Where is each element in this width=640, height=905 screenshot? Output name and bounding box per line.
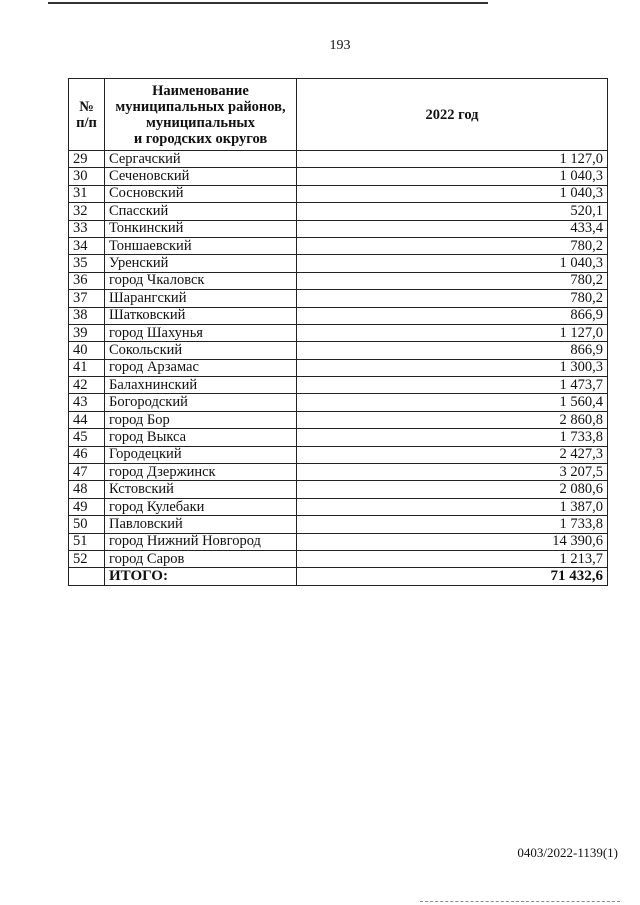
- table-row: [69, 481, 608, 498]
- row-municipality-name: Тонкинский: [105, 220, 297, 237]
- row-value-2022: 2 080,6: [297, 481, 608, 498]
- table-row: [69, 516, 608, 533]
- row-value-2022: 520,1: [297, 203, 608, 220]
- table-row: [69, 464, 608, 481]
- row-number: 34: [69, 237, 105, 254]
- row-municipality-name: город Шахунья: [105, 324, 297, 341]
- row-number: 33: [69, 220, 105, 237]
- row-value-2022: 14 390,6: [297, 533, 608, 550]
- row-number: 47: [69, 464, 105, 481]
- table-header-row: [69, 79, 608, 151]
- row-municipality-name: Богородский: [105, 394, 297, 411]
- scan-bottom-edge: [420, 901, 620, 904]
- row-municipality-name: Городецкий: [105, 446, 297, 463]
- table-row: [69, 151, 608, 168]
- row-value-2022: 866,9: [297, 307, 608, 324]
- total-row: [69, 568, 608, 585]
- row-municipality-name: Кстовский: [105, 481, 297, 498]
- row-municipality-name: Павловский: [105, 516, 297, 533]
- table-row: [69, 168, 608, 185]
- row-value-2022: 1 040,3: [297, 255, 608, 272]
- table-body: [69, 151, 608, 568]
- row-municipality-name: город Кулебаки: [105, 498, 297, 515]
- table-row: [69, 394, 608, 411]
- table-row: [69, 203, 608, 220]
- row-number: 40: [69, 342, 105, 359]
- table-row: [69, 342, 608, 359]
- budget-table: [68, 78, 608, 586]
- row-value-2022: 866,9: [297, 342, 608, 359]
- row-municipality-name: город Арзамас: [105, 359, 297, 376]
- table-row: [69, 533, 608, 550]
- header-number: № п/п: [69, 79, 105, 151]
- header-name: Наименование муниципальных районов, муниципальных и городских округов: [105, 79, 297, 151]
- row-number: 37: [69, 290, 105, 307]
- row-number: 49: [69, 498, 105, 515]
- row-value-2022: 1 040,3: [297, 185, 608, 202]
- row-number: 35: [69, 255, 105, 272]
- total-value: 71 432,6: [297, 568, 608, 585]
- row-value-2022: 1 733,8: [297, 516, 608, 533]
- row-number: 44: [69, 411, 105, 428]
- row-municipality-name: город Чкаловск: [105, 272, 297, 289]
- row-municipality-name: Балахнинский: [105, 377, 297, 394]
- total-number-cell: [69, 568, 105, 585]
- row-value-2022: 780,2: [297, 237, 608, 254]
- table-row: [69, 307, 608, 324]
- table-row: [69, 255, 608, 272]
- row-number: 36: [69, 272, 105, 289]
- row-municipality-name: город Саров: [105, 550, 297, 567]
- row-number: 52: [69, 550, 105, 567]
- row-municipality-name: город Нижний Новгород: [105, 533, 297, 550]
- scan-top-edge: [0, 0, 640, 6]
- row-number: 43: [69, 394, 105, 411]
- row-municipality-name: город Бор: [105, 411, 297, 428]
- row-value-2022: 433,4: [297, 220, 608, 237]
- row-municipality-name: Шарангский: [105, 290, 297, 307]
- table-row: [69, 411, 608, 428]
- table-row: [69, 550, 608, 567]
- table-row: [69, 429, 608, 446]
- scan-edge-line: [48, 2, 488, 4]
- row-number: 42: [69, 377, 105, 394]
- row-municipality-name: город Выкса: [105, 429, 297, 446]
- row-number: 50: [69, 516, 105, 533]
- row-municipality-name: город Дзержинск: [105, 464, 297, 481]
- row-number: 31: [69, 185, 105, 202]
- header-year: 2022 год: [297, 79, 608, 151]
- row-municipality-name: Сокольский: [105, 342, 297, 359]
- table-row: [69, 498, 608, 515]
- row-value-2022: 780,2: [297, 272, 608, 289]
- row-value-2022: 1 127,0: [297, 151, 608, 168]
- table-row: [69, 237, 608, 254]
- row-municipality-name: Шатковский: [105, 307, 297, 324]
- row-number: 45: [69, 429, 105, 446]
- row-number: 38: [69, 307, 105, 324]
- table-row: [69, 359, 608, 376]
- row-value-2022: 2 427,3: [297, 446, 608, 463]
- row-value-2022: 780,2: [297, 290, 608, 307]
- table-row: [69, 272, 608, 289]
- row-value-2022: 1 733,8: [297, 429, 608, 446]
- row-number: 46: [69, 446, 105, 463]
- total-label: ИТОГО:: [105, 568, 297, 585]
- row-number: 39: [69, 324, 105, 341]
- row-municipality-name: Сергачский: [105, 151, 297, 168]
- row-number: 32: [69, 203, 105, 220]
- row-value-2022: 1 560,4: [297, 394, 608, 411]
- row-value-2022: 1 127,0: [297, 324, 608, 341]
- table-row: [69, 377, 608, 394]
- row-value-2022: 1 300,3: [297, 359, 608, 376]
- table-row: [69, 220, 608, 237]
- row-number: 29: [69, 151, 105, 168]
- row-value-2022: 3 207,5: [297, 464, 608, 481]
- row-municipality-name: Сосновский: [105, 185, 297, 202]
- page-number: 193: [329, 38, 351, 53]
- row-value-2022: 2 860,8: [297, 411, 608, 428]
- row-number: 48: [69, 481, 105, 498]
- table-row: [69, 185, 608, 202]
- row-municipality-name: Сеченовский: [105, 168, 297, 185]
- table-row: [69, 290, 608, 307]
- document-code: 0403/2022-1139(1): [517, 845, 618, 860]
- row-value-2022: 1 213,7: [297, 550, 608, 567]
- row-municipality-name: Тоншаевский: [105, 237, 297, 254]
- row-number: 41: [69, 359, 105, 376]
- table-row: [69, 324, 608, 341]
- row-value-2022: 1 040,3: [297, 168, 608, 185]
- row-value-2022: 1 387,0: [297, 498, 608, 515]
- row-municipality-name: Спасский: [105, 203, 297, 220]
- row-value-2022: 1 473,7: [297, 377, 608, 394]
- row-number: 30: [69, 168, 105, 185]
- table-row: [69, 446, 608, 463]
- row-municipality-name: Уренский: [105, 255, 297, 272]
- row-number: 51: [69, 533, 105, 550]
